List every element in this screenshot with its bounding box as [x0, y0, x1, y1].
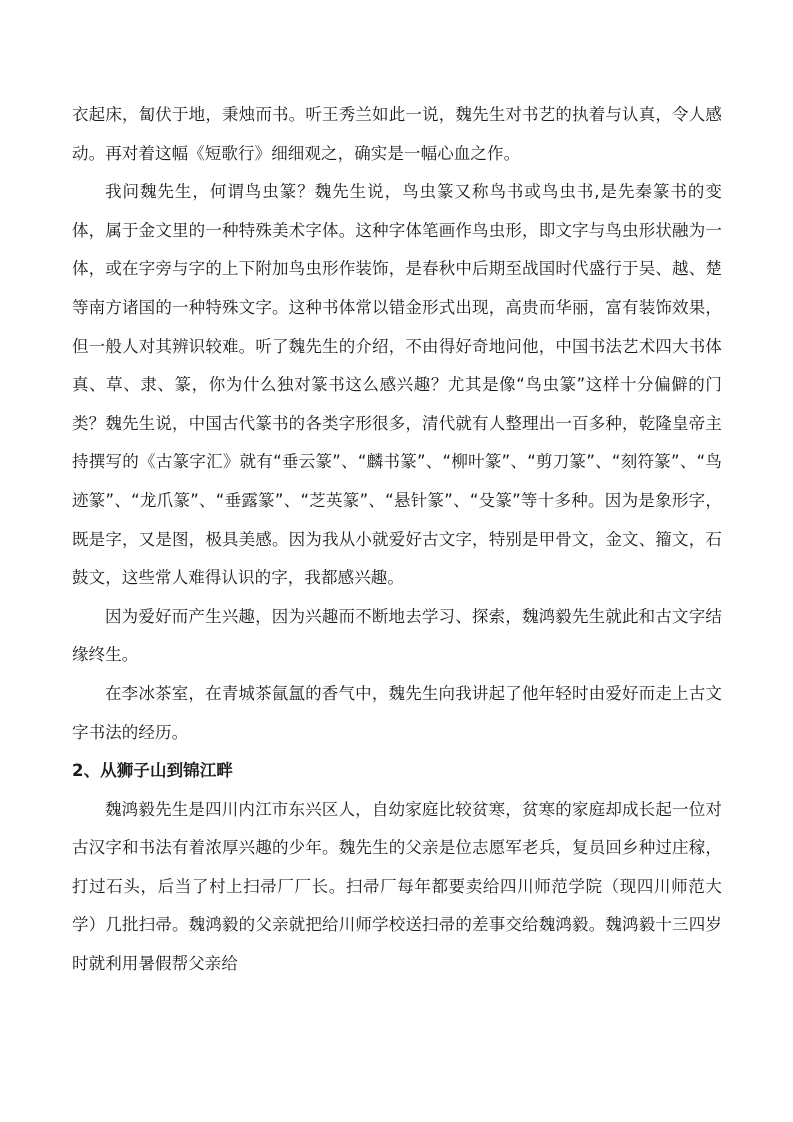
- paragraph-1: 衣起床，匐伏于地，秉烛而书。听王秀兰如此一说，魏先生对书艺的执着与认真，令人感动。再对着这幅《短歌行》细细观之，确实是一幅心血之作。: [72, 105, 722, 163]
- paragraph-5: 魏鸿毅先生是四川内江市东兴区人，自幼家庭比较贫寒，贫寒的家庭却成长起一位对古汉字和书法有着浓厚兴趣的少年。魏先生的父亲是位志愿军老兵，复员回乡种过庄稼，打过石头，后当了村上扫帚厂厂长。扫帚厂每年都要卖给四川师范学院（现四川师范大学）几批扫帚。魏鸿毅的父亲就把给川师学校送扫帚的差事交给魏鸿毅。魏鸿毅十三四岁时就利用暑假帮父亲给: [72, 799, 722, 974]
- document-page: [72, 96, 722, 984]
- paragraph-4: 在李冰茶室，在青城茶氤氲的香气中，魏先生向我讲起了他年轻时由爱好而走上古文字书法的经历。: [72, 683, 722, 742]
- section-heading: 2、从狮子山到锦江畔: [72, 761, 233, 781]
- paragraph-2: 我问魏先生，何谓鸟虫篆？魏先生说，鸟虫篆又称鸟书或鸟虫书,是先秦篆书的变体，属于金文里的一种特殊美术字体。这种字体笔画作鸟虫形，即文字与鸟虫形状融为一体，或在字旁与字的上下附加鸟虫形作装饰，是春秋中后期至战国时代盛行于吴、越、楚等南方诸国的一种特殊文字。这种书体常以错金形式出现，高贵而华丽，富有装饰效果，但一般人对其辨识较难。听了魏先生的介绍，不由得好奇地问他，中国书法艺术四大书体真、草、隶、篆，你为什么独对篆书这么感兴趣？尤其是像“鸟虫篆”这样十分偏僻的门类？魏先生说，中国古代篆书的各类字形很多，清代就有人整理出一百多种，乾隆皇帝主持撰写的《古篆字汇》就有“垂云篆”、“麟书篆”、“柳叶篆”、“剪刀篆”、“刻符篆”、“鸟迹篆”、“龙爪篆”、“垂露篆”、“芝英篆”、“悬针篆”、“殳篆”等十多种。因为是象形字，既是字，又是图，极具美感。因为我从小就爱好古文字，特别是甲骨文，金文、籀文，石鼓文，这些常人难得认识的字，我都感兴趣。: [72, 182, 722, 588]
- paragraph-3: 因为爱好而产生兴趣，因为兴趣而不断地去学习、探索，魏鸿毅先生就此和古文字结缘终生。: [72, 606, 722, 665]
